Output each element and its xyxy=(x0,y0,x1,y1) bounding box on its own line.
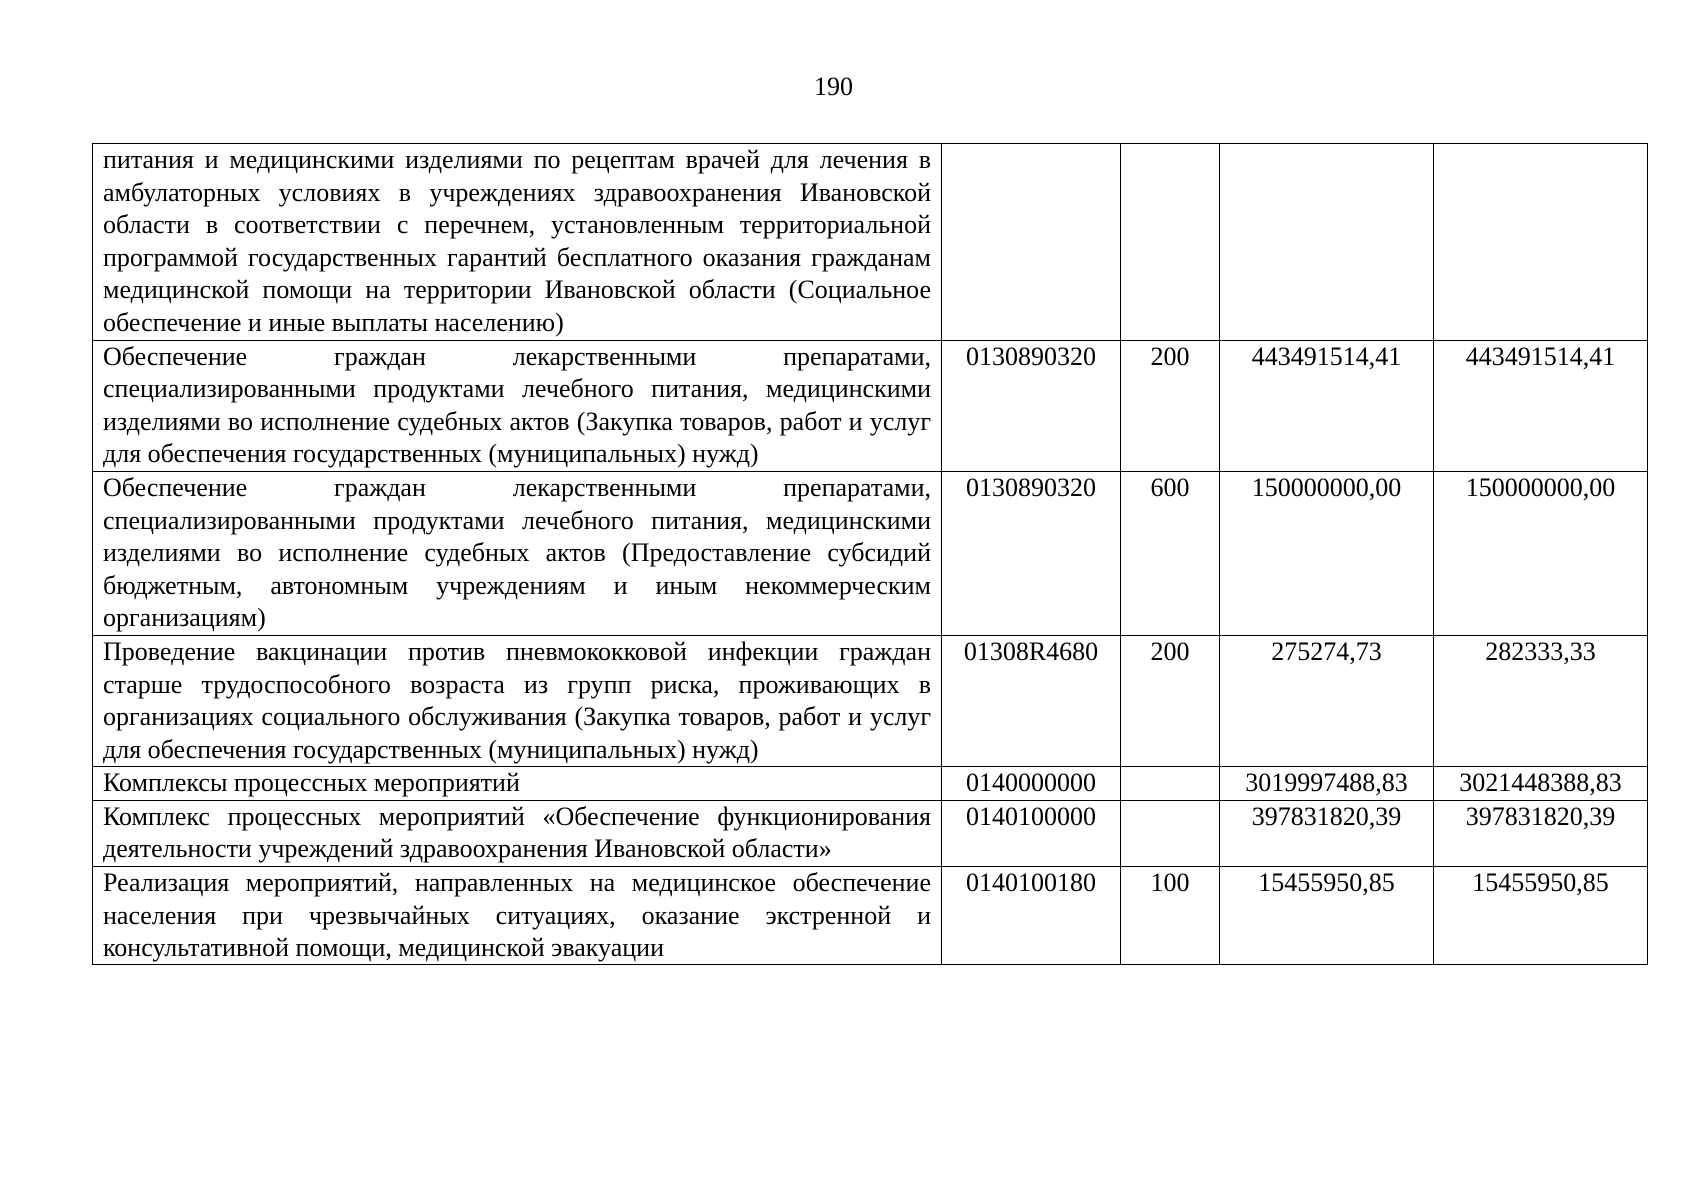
table-row xyxy=(93,471,1648,635)
row-description: Комплексы процессных мероприятий xyxy=(93,767,942,801)
row-target-code: 0140100000 xyxy=(942,800,1121,866)
row-amount-first: 275274,73 xyxy=(1220,635,1434,766)
row-amount-second: 443491514,41 xyxy=(1434,340,1648,471)
table-row xyxy=(93,767,1648,801)
row-target-code: 01308R4680 xyxy=(942,635,1121,766)
row-expense-type: 600 xyxy=(1121,471,1220,635)
row-target-code: 0130890320 xyxy=(942,471,1121,635)
row-description: Проведение вакцинации против пневмококковой инфекции граждан старше трудоспособного возраста из групп риска, проживающих в организациях социального обслуживания (Закупка товаров, работ и услуг для обеспечения государственных (муниципальных) нужд) xyxy=(93,635,942,766)
table-row xyxy=(93,340,1648,471)
row-amount-second: 150000000,00 xyxy=(1434,471,1648,635)
row-description xyxy=(93,867,942,965)
row-amount-first: 443491514,41 xyxy=(1220,340,1434,471)
row-expense-type xyxy=(1121,144,1220,341)
row-description: питания и медицинскими изделиями по рецептам врачей для лечения в амбулаторных условиях в учреждениях здравоохранения Ивановской области в соответствии с перечнем, установленным территориальной программой государственных гарантий бесплатного оказания гражданам медицинской помощи на территории Ивановской области (Социальное обеспечение и иные выплаты населению) xyxy=(93,144,942,341)
row-amount-first: 15455950,85 xyxy=(1220,867,1434,965)
row-description: Обеспечение граждан лекарственными препаратами, специализированными продуктами лечебного питания, медицинскими изделиями во исполнение судебных актов (Закупка товаров, работ и услуг для обеспечения государственных (муниципальных) нужд) xyxy=(93,340,942,471)
row-amount-first: 397831820,39 xyxy=(1220,800,1434,866)
row-description: Комплекс процессных мероприятий «Обеспечение функционирования деятельности учреждений здравоохранения Ивановской области» xyxy=(93,800,942,866)
row-amount-second: 282333,33 xyxy=(1434,635,1648,766)
row-amount-second: 15455950,85 xyxy=(1434,867,1648,965)
row-amount-second: 3021448388,83 xyxy=(1434,767,1648,801)
row-amount-second xyxy=(1434,144,1648,341)
row-target-code: 0130890320 xyxy=(942,340,1121,471)
row-amount-first: 150000000,00 xyxy=(1220,471,1434,635)
row-target-code: 0140000000 xyxy=(942,767,1121,801)
row-expense-type: 100 xyxy=(1121,867,1220,965)
row-expense-type xyxy=(1121,767,1220,801)
row-target-code xyxy=(942,144,1121,341)
row-target-code: 0140100180 xyxy=(942,867,1121,965)
row-amount-second: 397831820,39 xyxy=(1434,800,1648,866)
table-row xyxy=(93,635,1648,766)
row-expense-type xyxy=(1121,800,1220,866)
table-row xyxy=(93,867,1648,965)
row-amount-first: 3019997488,83 xyxy=(1220,767,1434,801)
page-number: 190 xyxy=(814,72,853,101)
row-description: Обеспечение граждан лекарственными препаратами, специализированными продуктами лечебного питания, медицинскими изделиями во исполнение судебных актов (Предоставление субсидий бюджетным, автономным учреждениям и иным некоммерческим организациям) xyxy=(93,471,942,635)
table-row xyxy=(93,144,1648,341)
row-expense-type: 200 xyxy=(1121,635,1220,766)
budget-table xyxy=(92,143,1648,965)
row-expense-type: 200 xyxy=(1121,340,1220,471)
row-amount-first xyxy=(1220,144,1434,341)
table-row xyxy=(93,800,1648,866)
row-description-text: Реализация мероприятий, направленных на медицинское обеспечение населения при чрезвычайных ситуациях, оказание экстренной и консультативной помощи, медицинской эвакуации xyxy=(103,868,931,963)
